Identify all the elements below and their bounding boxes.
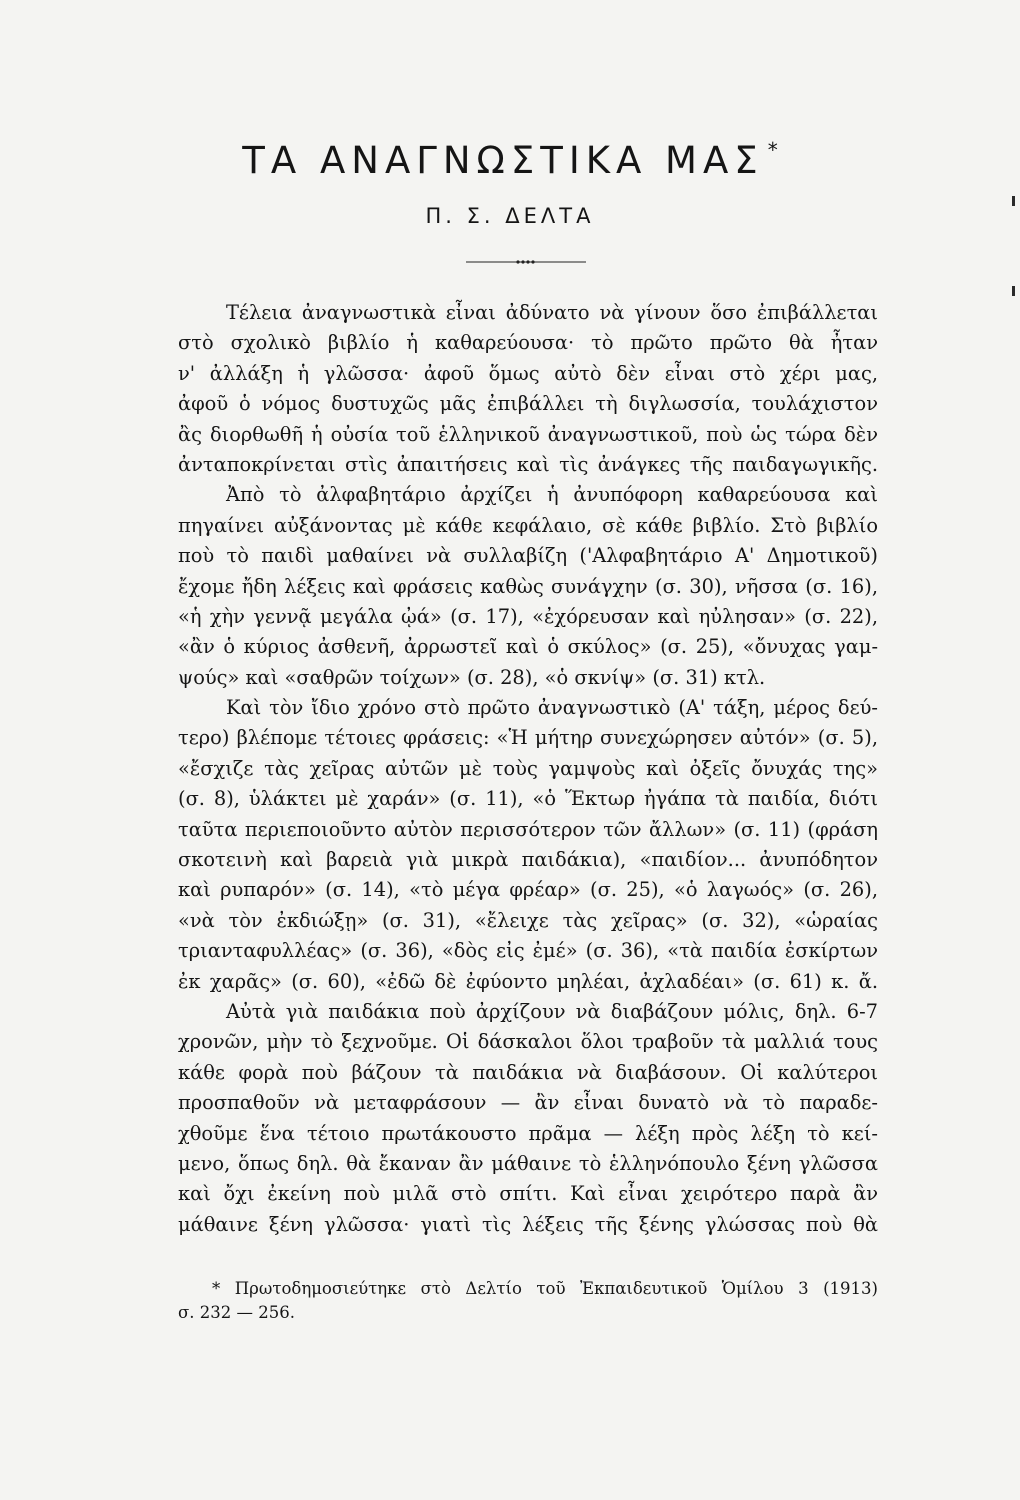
author-name: Π. Σ. ΔΕΛΤΑ (425, 204, 595, 228)
body-line: ἐκ χαρᾶς» (σ. 60), «ἐδῶ δὲ ἐφύοντο μηλέαι, ἀχλαδέαι» (σ. 61) κ. ἄ. (178, 969, 878, 993)
body-line: πηγαίνει αὐξάνοντας μὲ κάθε κεφάλαιο, σὲ κάθε βιβλίο. Στὸ βιβλίο (178, 513, 878, 537)
footnote (178, 1277, 878, 1325)
body-line: (σ. 8), ὑλάκτει μὲ χαράν» (σ. 11), «ὁ Ἕκτωρ ἠγάπα τὰ παιδία, διότι (178, 787, 878, 811)
body-line: ἂς διορθωθῆ ἡ οὐσία τοῦ ἑλληνικοῦ ἀναγνωστικοῦ, ποὺ ὡς τώρα δὲν (178, 422, 878, 446)
article-body (178, 298, 878, 1240)
body-line: προσπαθοῦν νὰ μεταφράσουν — ἂν εἶναι δυνατὸ νὰ τὸ παραδε- (178, 1091, 878, 1115)
scan-edge-mark (1012, 286, 1015, 296)
body-line: ψούς» καὶ «σαθρῶν τοίχων» (σ. 28), «ὁ σκνίψ» (σ. 31) κτλ. (178, 665, 766, 689)
body-line: μενο, ὅπως δηλ. θὰ ἔκαναν ἂν μάθαινε τὸ ἑλληνόπουλο ξένη γλῶσσα (178, 1151, 878, 1175)
body-line: ποὺ τὸ παιδὶ μαθαίνει νὰ συλλαβίζη ('Αλφαβητάριο Α' Δημοτικοῦ) (178, 544, 878, 568)
body-line: καὶ ρυπαρόν» (σ. 14), «τὸ μέγα φρέαρ» (σ. 25), «ὁ λαγωός» (σ. 26), (178, 878, 878, 902)
body-line: ἀφοῦ ὁ νόμος δυστυχῶς μᾶς ἐπιβάλλει τὴ διγλωσσία, τουλάχιστον (178, 392, 878, 416)
scan-edge-mark (1012, 196, 1015, 206)
body-line: χθοῦμε ἕνα τέτοιο πρωτάκουστο πρᾶμα — λέξη πρὸς λέξη τὸ κεί- (178, 1121, 878, 1145)
body-line: «ἡ χὴν γεννᾷ μεγάλα ᾠά» (σ. 17), «ἐχόρευσαν καὶ ηὐλησαν» (σ. 22), (178, 604, 878, 628)
title-divider-ornament (466, 258, 586, 266)
body-line: τριανταφυλλέας» (σ. 36), «δὸς εἰς ἐμέ» (σ. 36), «τὰ παιδία ἐσκίρτων (178, 939, 878, 963)
body-line: Αὐτὰ γιὰ παιδάκια ποὺ ἀρχίζουν νὰ διαβάζουν μόλις, δηλ. 6-7 (226, 999, 878, 1023)
body-line: χρονῶν, μὴν τὸ ξεχνοῦμε. Οἱ δάσκαλοι ὅλοι τραβοῦν τὰ μαλλιά τους (178, 1030, 878, 1054)
footnote-line: * Πρωτοδημοσιεύτηκε στὸ Δελτίο τοῦ Ἐκπαιδευτικοῦ Ὁμίλου 3 (1913) (212, 1279, 878, 1298)
body-line: τερο) βλέπομε τέτοιες φράσεις: «Ἡ μήτηρ συνεχώρησεν αὐτόν» (σ. 5), (178, 726, 878, 750)
body-line: Καὶ τὸν ἴδιο χρόνο στὸ πρῶτο ἀναγνωστικὸ (Α' τάξη, μέρος δεύ- (226, 696, 878, 720)
article-title (0, 138, 1020, 182)
body-line: ἔχομε ἤδη λέξεις καὶ φράσεις καθὼς συνάγχην (σ. 30), νῆσσα (σ. 16), (178, 574, 878, 598)
body-line: σκοτεινὴ καὶ βαρειὰ γιὰ μικρὰ παιδάκια), «παιδίον... ἀνυπόδητον (178, 848, 878, 872)
body-line: ν' ἀλλάξη ἡ γλῶσσα· ἀφοῦ ὅμως αὐτὸ δὲν εἶναι στὸ χέρι μας, (178, 361, 878, 385)
article-title-text: ΤΑ ΑΝΑΓΝΩΣΤΙΚΑ ΜΑΣ (242, 139, 764, 182)
body-line: ταῦτα περιεποιοῦντο αὐτὸν περισσότερον τῶν ἄλλων» (σ. 11) (φράση (178, 817, 878, 841)
body-line: «ἂν ὁ κύριος ἀσθενῆ, ἀρρωστεῖ καὶ ὁ σκύλος» (σ. 25), «ὄνυχας γαμ- (178, 635, 878, 659)
body-line: Ἀπὸ τὸ ἀλφαβητάριο ἀρχίζει ἡ ἀνυπόφορη καθαρεύουσα καὶ (226, 483, 878, 507)
body-line: μάθαινε ξένη γλῶσσα· γιατὶ τὶς λέξεις τῆς ξένης γλώσσας ποὺ θὰ (178, 1212, 878, 1236)
body-line: Τέλεια ἀναγνωστικὰ εἶναι ἀδύνατο νὰ γίνουν ὅσο ἐπιβάλλεται (226, 301, 878, 324)
footnote-marker: * (767, 138, 778, 162)
body-line: ἀνταποκρίνεται στὶς ἀπαιτήσεις καὶ τὶς ἀνάγκες τῆς παιδαγωγικῆς. (178, 452, 878, 476)
footnote-line: σ. 232 — 256. (178, 1303, 295, 1322)
body-line: «νὰ τὸν ἐκδιώξῃ» (σ. 31), «ἔλειχε τὰς χεῖρας» (σ. 32), «ὡραίας (178, 908, 878, 932)
body-line: «ἔσχιζε τὰς χεῖρας αὐτῶν μὲ τοὺς γαμψοὺς καὶ ὀξεῖς ὄνυχάς της» (178, 756, 878, 780)
body-line: στὸ σχολικὸ βιβλίο ἡ καθαρεύουσα· τὸ πρῶτο πρῶτο θὰ ἦταν (178, 331, 878, 355)
body-line: κάθε φορὰ ποὺ βάζουν τὰ παιδάκια νὰ διαβάσουν. Οἱ καλύτεροι (178, 1060, 878, 1084)
body-line: καὶ ὄχι ἐκείνη ποὺ μιλᾶ στὸ σπίτι. Καὶ εἶναι χειρότερο παρὰ ἂν (178, 1182, 878, 1206)
